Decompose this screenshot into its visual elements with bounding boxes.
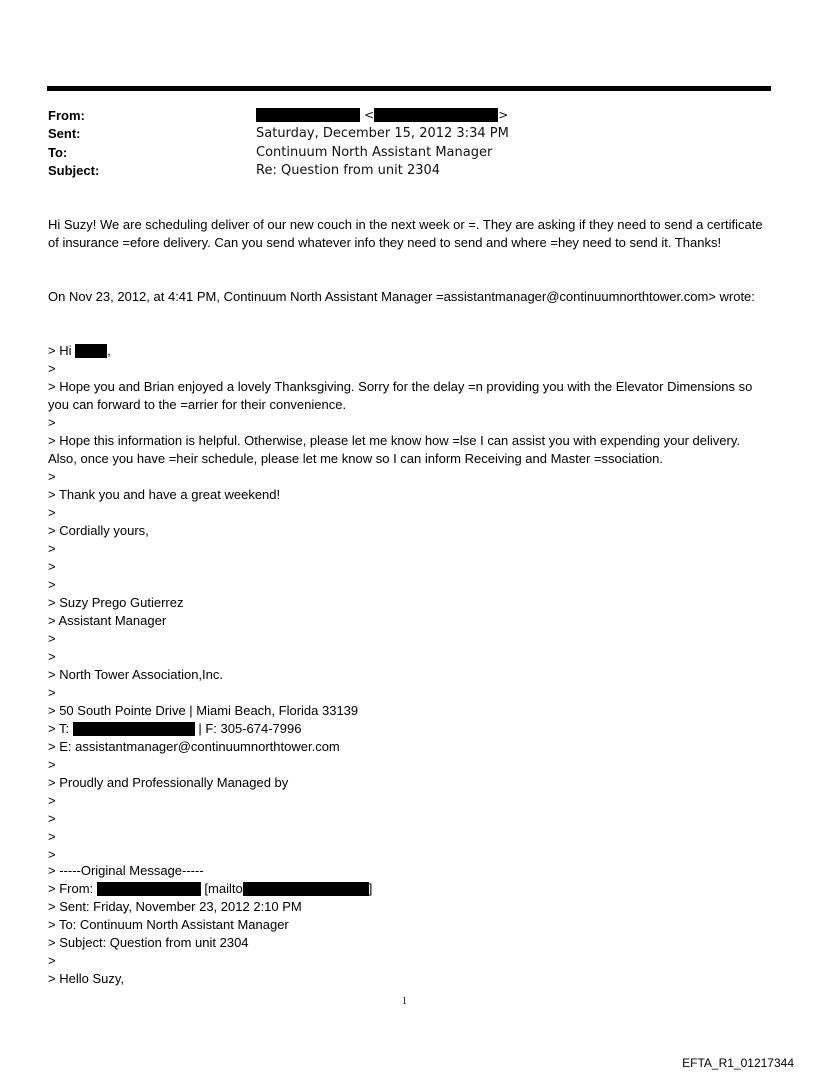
redaction-bar (75, 344, 107, 358)
redaction-bar (73, 722, 195, 736)
from-row (48, 108, 768, 126)
quoted-greeting: > Hi , (48, 343, 111, 358)
original-to: > To: Continuum North Assistant Manager (48, 917, 289, 932)
subject-label: Subject: (48, 163, 100, 178)
document-id: EFTA_R1_01217344 (682, 1056, 794, 1070)
subject-row (48, 163, 768, 181)
to-row (48, 145, 768, 163)
quote-marker: > (48, 541, 56, 556)
quote-marker: > (48, 847, 56, 862)
quoted-line: > Thank you and have a great weekend! (48, 487, 281, 502)
quote-marker: > (48, 415, 56, 430)
original-message-divider: > -----Original Message----- (48, 863, 204, 878)
quote-marker: > (48, 757, 56, 772)
sent-row (48, 126, 768, 144)
message-paragraph-2: On Nov 23, 2012, at 4:41 PM, Continuum North Assistant Manager =assistantmanager@continuumnorthtower.com> wrote: (48, 289, 755, 304)
quote-marker: > (48, 829, 56, 844)
to-label: To: (48, 145, 68, 160)
sent-label: Sent: (48, 126, 81, 141)
quoted-line: > Hello Suzy, (48, 971, 124, 986)
quote-marker: > (48, 685, 56, 700)
header-rule (47, 86, 771, 91)
redaction-bar (97, 882, 201, 896)
signature-email: > E: assistantmanager@continuumnorthtower.com (48, 739, 340, 754)
quote-marker: > (48, 811, 56, 826)
quote-marker: > (48, 577, 56, 592)
quote-marker: > (48, 361, 56, 376)
original-sent: > Sent: Friday, November 23, 2012 2:10 PM (48, 899, 302, 914)
signature-address: > 50 South Pointe Drive | Miami Beach, Florida 33139 (48, 703, 359, 718)
quoted-line: > Proudly and Professionally Managed by (48, 775, 289, 790)
signature-association: > North Tower Association,Inc. (48, 667, 223, 682)
quote-marker: > (48, 559, 56, 574)
redaction-bar (256, 108, 290, 122)
message-paragraph-1: Hi Suzy! We are scheduling deliver of our new couch in the next week or =. They are asking if they need to send a certificate of insurance =efore delivery. Can you send whatever info they need to send and where =hey need to send it. Thanks! (48, 217, 763, 250)
quoted-line: > Hope this information is helpful. Otherwise, please let me know how =lse I can assist you with expending your delivery. Also, once you have =heir schedule, please let me know so I can inform Receiving and Master =ssociation. (48, 433, 740, 466)
original-from: > From: [mailto ] (48, 881, 373, 896)
page-number: 1 (402, 996, 407, 1007)
original-subject: > Subject: Question from unit 2304 (48, 935, 249, 950)
redaction-bar (374, 108, 498, 122)
sent-value: Saturday, December 15, 2012 3:34 PM (256, 126, 509, 141)
to-value: Continuum North Assistant Manager (256, 145, 493, 160)
quote-marker: > (48, 793, 56, 808)
from-label: From: (48, 108, 85, 123)
quoted-line: > Hope you and Brian enjoyed a lovely Thanksgiving. Sorry for the delay =n providing you with the Elevator Dimensions so you can forward to the =arrier for their convenience. (48, 379, 753, 412)
quoted-line: > Cordially yours, (48, 523, 149, 538)
signature-phone: > T: | F: 305-674-7996 (48, 721, 302, 736)
quote-marker: > (48, 505, 56, 520)
from-value: < > (256, 108, 508, 123)
quote-marker: > (48, 469, 56, 484)
redaction-bar (243, 882, 369, 896)
quote-marker: > (48, 953, 56, 968)
signature-title: > Assistant Manager (48, 613, 167, 628)
signature-name: > Suzy Prego Gutierrez (48, 595, 184, 610)
quote-marker: > (48, 649, 56, 664)
quote-marker: > (48, 631, 56, 646)
subject-value: Re: Question from unit 2304 (256, 163, 441, 178)
redaction-bar (290, 108, 360, 122)
